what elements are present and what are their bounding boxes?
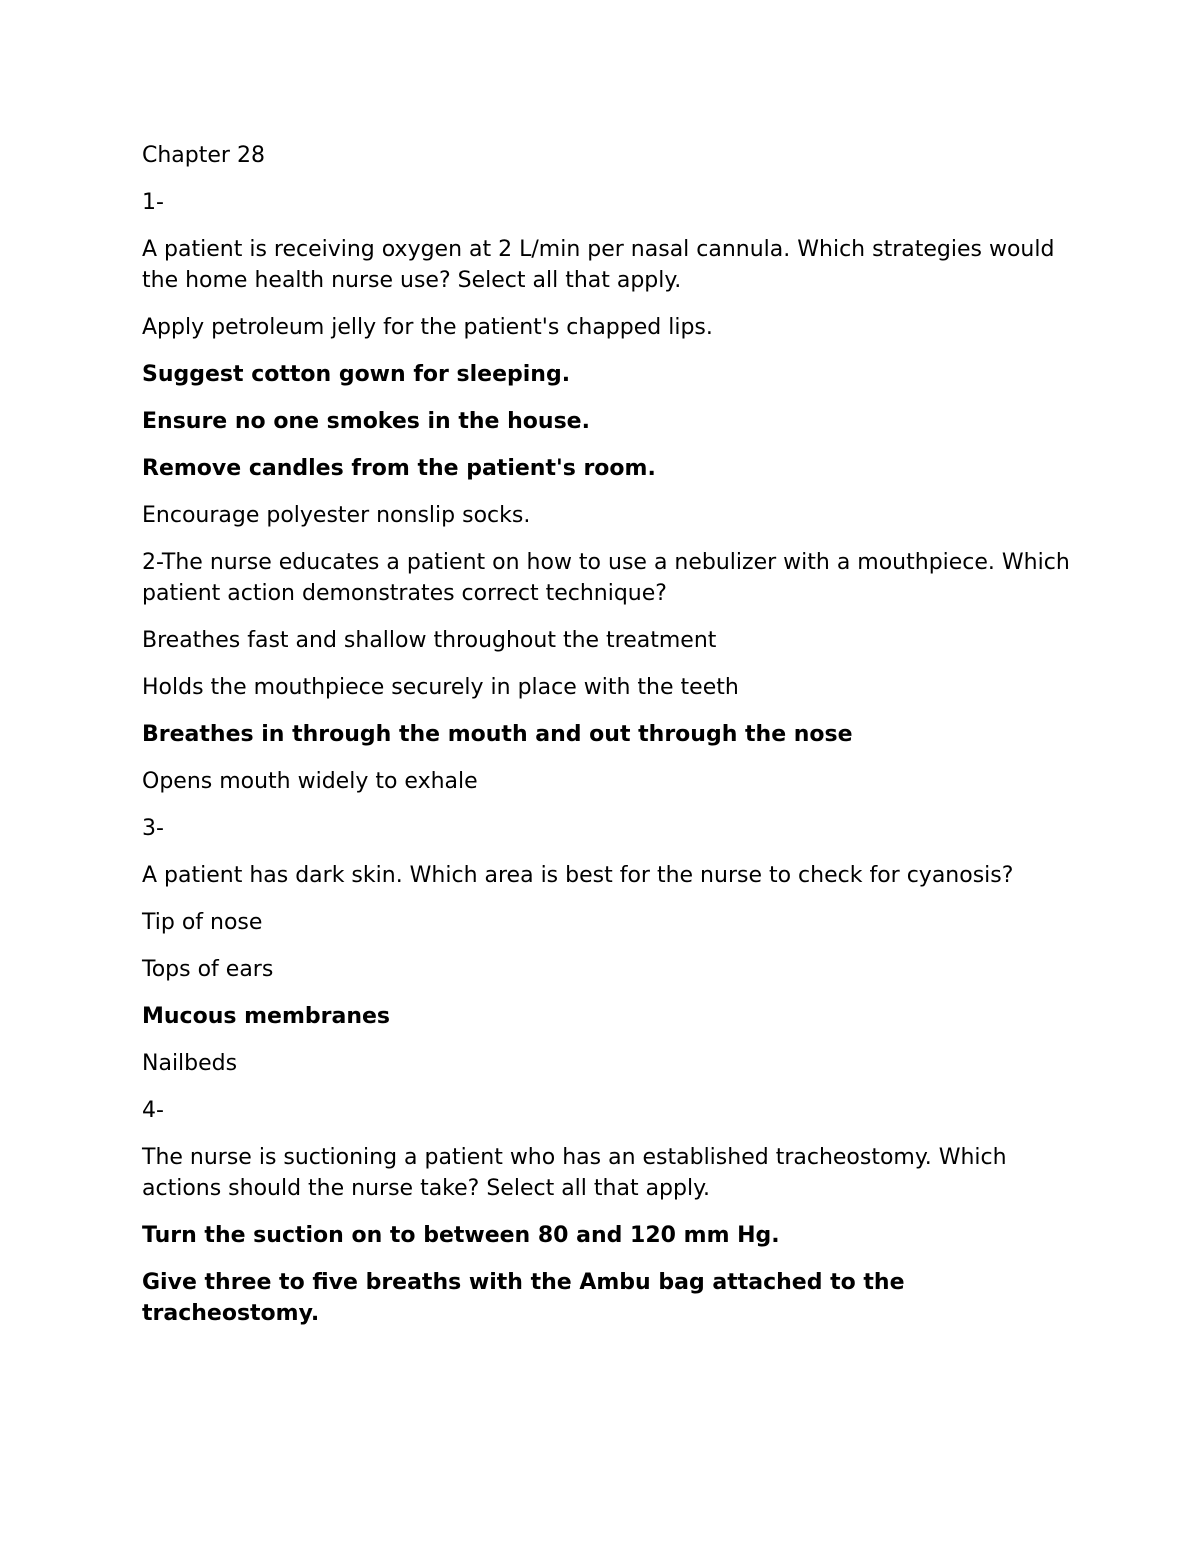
correct-answer-option: Remove candles from the patient's room. — [142, 456, 656, 481]
answer-option: Holds the mouthpiece securely in place with the teeth — [142, 675, 739, 700]
question-text: A patient is receiving oxygen at 2 L/min per nasal cannula. Which strategies would the home health nurse use? Select all that apply. — [142, 237, 1055, 293]
correct-answer-option: Mucous membranes — [142, 1004, 391, 1029]
question-text: 2-The nurse educates a patient on how to use a nebulizer with a mouthpiece. Which patient action demonstrates correct technique? — [142, 550, 1070, 606]
question-text: The nurse is suctioning a patient who has an established tracheostomy. Which actions should the nurse take? Select all that apply. — [142, 1145, 1007, 1201]
answer-option: Encourage polyester nonslip socks. — [142, 503, 531, 528]
answer-option: Tip of nose — [142, 910, 263, 935]
correct-answer-option: Suggest cotton gown for sleeping. — [142, 362, 571, 387]
question-number: 4- — [142, 1098, 164, 1123]
question-number: 3- — [142, 816, 164, 841]
correct-answer-option: Ensure no one smokes in the house. — [142, 409, 590, 434]
correct-answer-option: Turn the suction on to between 80 and 120 mm Hg. — [142, 1223, 780, 1248]
answer-option: Breathes fast and shallow throughout the treatment — [142, 628, 717, 653]
answer-option: Apply petroleum jelly for the patient's chapped lips. — [142, 315, 713, 340]
answer-option: Tops of ears — [142, 957, 274, 982]
correct-answer-option: Breathes in through the mouth and out through the nose — [142, 722, 853, 747]
answer-option: Nailbeds — [142, 1051, 238, 1076]
correct-answer-option: Give three to five breaths with the Ambu bag attached to the tracheostomy. — [142, 1270, 905, 1326]
question-number: 1- — [142, 190, 164, 215]
answer-option: Opens mouth widely to exhale — [142, 769, 478, 794]
chapter-heading: Chapter 28 — [142, 143, 265, 168]
question-text: A patient has dark skin. Which area is best for the nurse to check for cyanosis? — [142, 863, 1014, 888]
document-page — [142, 140, 1072, 1345]
